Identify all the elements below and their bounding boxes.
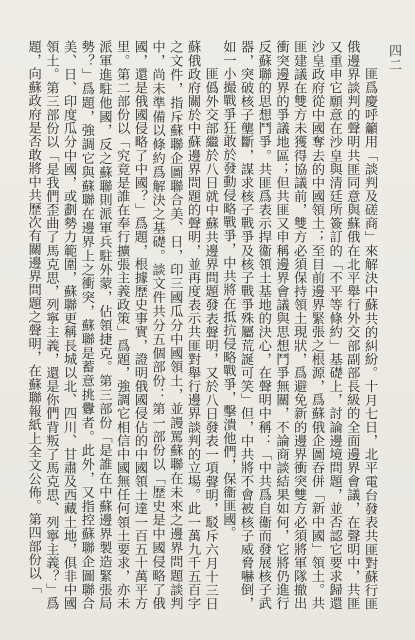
paragraph: 匪僞外交部繼於八日就中蘇共邊界問題發表聲明，又於八日發表一項聲明，駁斥六月十三日蘇俄政府關於中蘇邊界問題的聲明，並再度表示共匪對舉行邊界談判的立場。此一萬九千五百字之文件，指斥蘇聯企圖聯合美、日，印三國瓜分中國領土，並謾罵蘇聯在未來之邊界問題談判中，尚未準備以條約爲解決之基礎。談文件共分五個部份：第一部份以「歷史是中國侵略了俄國，還是俄國侵略了中國？」爲題，根據歷史事實，證明俄國侵佔的中國領土達一百五十萬平方里。第二部份以「究竟是誰在奉行擴張主義政策」爲題，強調它相信中國無任何領土要求，亦未派軍進駐他國，反之蘇聯則派軍兵駐外蒙，佔領捷克。第三部份「是誰在中蘇邊界製造緊張局勢？」爲題，強調它與蘇聯在邊界上之衝突，蘇聯是蓄意挑釁者。此外，又指控蘇聯企圖聯合美、日、印度瓜分中國，或劃勢力範圍，蘇聯更稱長城以北、四川、甘肅及西藏土地，俱非中國領土。第三部份以「是我們歪曲了馬克思，列寧主義，還是你們背叛了馬克思、列寧主義？」爲題，向蘇政府是否敢將中共歷次有關邊界問題之聲明，在蘇聯報紙上全文公佈。第四部份以「 bbox=[26, 40, 218, 610]
body-text bbox=[26, 40, 378, 610]
paragraph: 匪爲慶呼籲用「談判及磋商」來解決中蘇共的糾紛。十月七日，北平電台發表共匪對蘇行匪俄邊界談判的聲明共匪同意與蘇俄在北平舉行外交部副部長級的全面邊界會議，在聲明中，共匪又重申它願意在沙皇與清廷所簽訂的「不平等條約」基礎上，討論邊境問題，並否認它要求歸還沙皇政府從中國奪去的中國領土；至目前邊界緊張之根源，爲蘇俄企圖吞併「新中國」領土。共匪建議在雙方未獲得協議前，雙方必須保持領土現狀，爲避免新的邊界衝突雙方必須將軍隊撤出衝突邊界的爭議地區；但共匪又申稱邊界會議與思想鬥爭無關，不論商談結果如何，它將仍進行反蘇聯的思想鬥爭。共匪爲表示捍衞領土基地的決心，在聲明中稱：「中共爲自衞而發展核子武器，突破核子壟斷，謀求核子戰爭及核子戰爭殊屬荒誕可笑」但，中共將不會被核子威脅嚇倒，如一小撮戰爭狂敢於發動侵略戰爭，中共將在抵抗侵略戰爭，擊潰他們，保衞匪國。 bbox=[220, 40, 377, 610]
page-number: 四二 bbox=[386, 44, 401, 72]
